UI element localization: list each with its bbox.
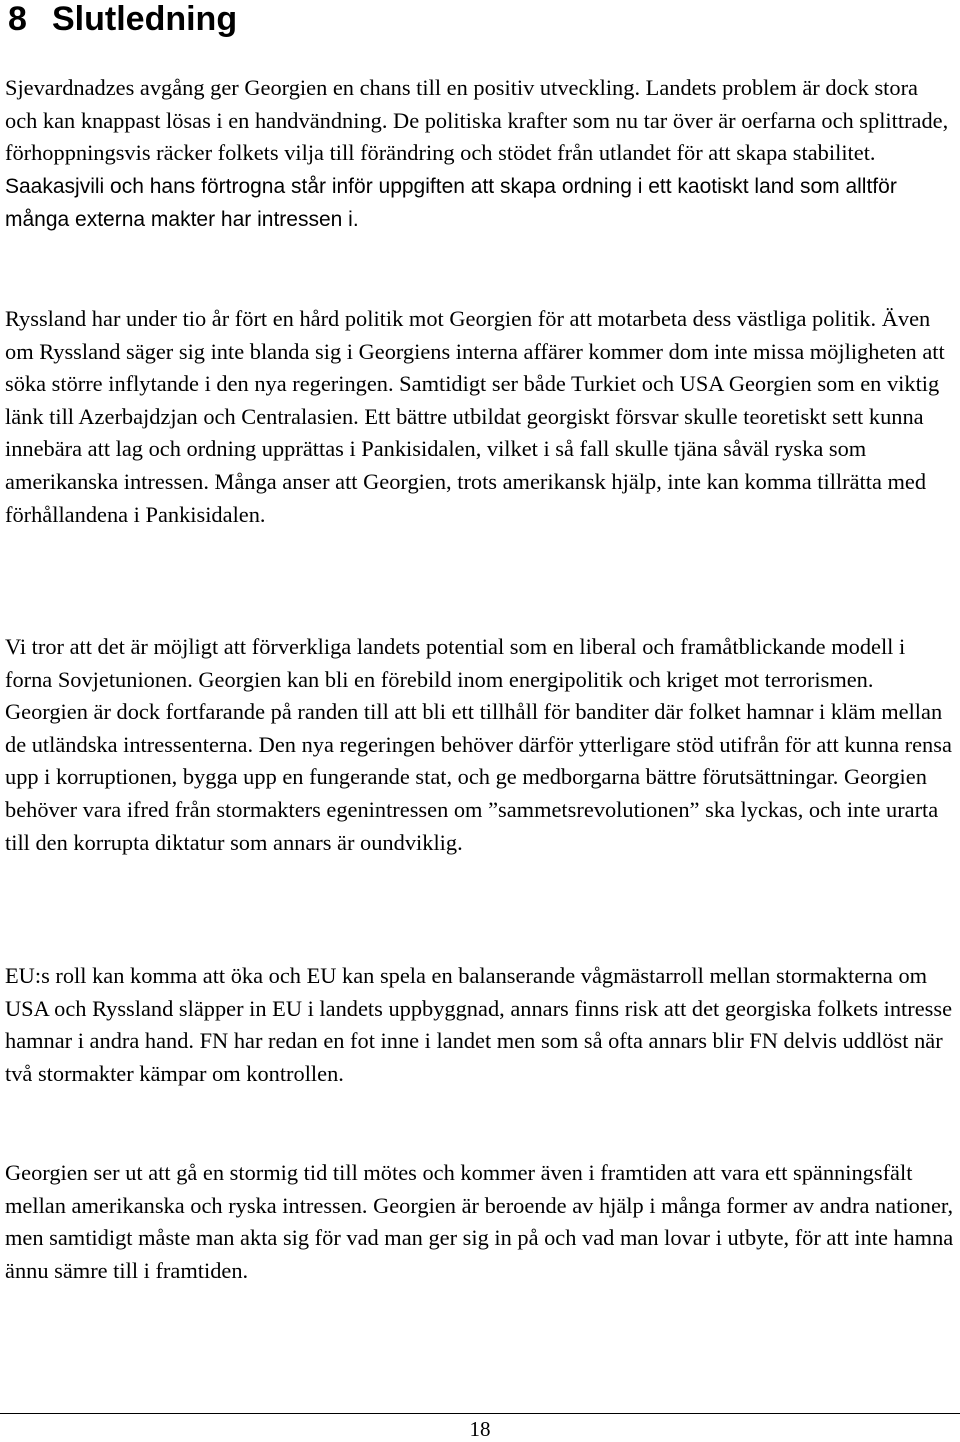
paragraph-1-sans-text: Saakasjvili och hans förtrogna står inför uppgiften att skapa ordning i ett kaotiskt land som alltför många externa makter har intressen i. xyxy=(5,174,897,232)
paragraph-5: Georgien ser ut att gå en stormig tid till mötes och kommer även i framtiden att vara ett spänningsfält mellan amerikanska och ryska intressen. Georgien är beroende av hjälp i många former av andra nationer, men samtidigt måste man akta sig för vad man ger sig in på och vad man lovar i utbyte, för att inte hamna ännu sämre till i framtiden. xyxy=(5,1160,954,1283)
paragraph-3: Vi tror att det är möjligt att förverkliga landets potential som en liberal och framåtblickande modell i forna Sovjetunionen. Georgien kan bli en förebild inom energipolitik och kriget mot terrorismen. Georgien är dock fortfarande på randen till att bli ett tillhåll för banditer där folket hamnar i kläm mellan de utländska intressenterna. Den nya regeringen behöver därför ytterligare stöd utifrån för att kunna rensa upp i korruptionen, bygga upp en fungerande stat, och ge medborgarna bättre förutsättningar. Georgien behöver vara ifred från stormakters egenintressen om ”sammetsrevolutionen” ska lyckas, och inte urarta till den korrupta diktatur som annars är oundviklig. xyxy=(5,634,952,855)
paragraph-4: EU:s roll kan komma att öka och EU kan spela en balanserande vågmästarroll mellan stormakterna om USA och Ryssland släpper in EU i landets uppbyggnad, annars finns risk att det georgiska folkets intresse hamnar i andra hand. FN har redan en fot inne i landet men som så ofta annars blir FN delvis uddlöst när två stormakter kämpar om kontrollen. xyxy=(5,963,953,1086)
section-number: 8 xyxy=(8,0,27,38)
paragraph-1 xyxy=(5,72,955,237)
section-title: Slutledning xyxy=(52,0,238,38)
page-number: 18 xyxy=(469,1417,491,1441)
footer-divider xyxy=(0,1413,960,1414)
paragraph-2: Ryssland har under tio år fört en hård politik mot Georgien för att motarbeta dess västliga politik. Även om Ryssland säger sig inte blanda sig i Georgiens interna affärer kommer dom inte missa möjligheten att söka större inflytande i den nya regeringen. Samtidigt ser både Turkiet och USA Georgien som en viktig länk till Azerbajdzjan och Centralasien. Ett bättre utbildat georgiskt försvar skulle teoretiskt sett kunna innebära att lag och ordning upprättas i Pankisidalen, vilket i så fall skulle tjäna såväl ryska som amerikanska intressen. Många anser att Georgien, trots amerikansk hjälp, inte kan komma tillrätta med förhållandena i Pankisidalen. xyxy=(5,306,945,527)
paragraph-1-serif-text: Sjevardnadzes avgång ger Georgien en chans till en positiv utveckling. Landets problem är dock stora och kan knappast lösas i en handvändning. De politiska krafter som nu tar över är oerfarna och splittrade, förhoppningsvis räcker folkets vilja till förändring och stödet från utlandet för att skapa stabilitet. xyxy=(5,75,949,166)
section-heading xyxy=(8,0,237,38)
